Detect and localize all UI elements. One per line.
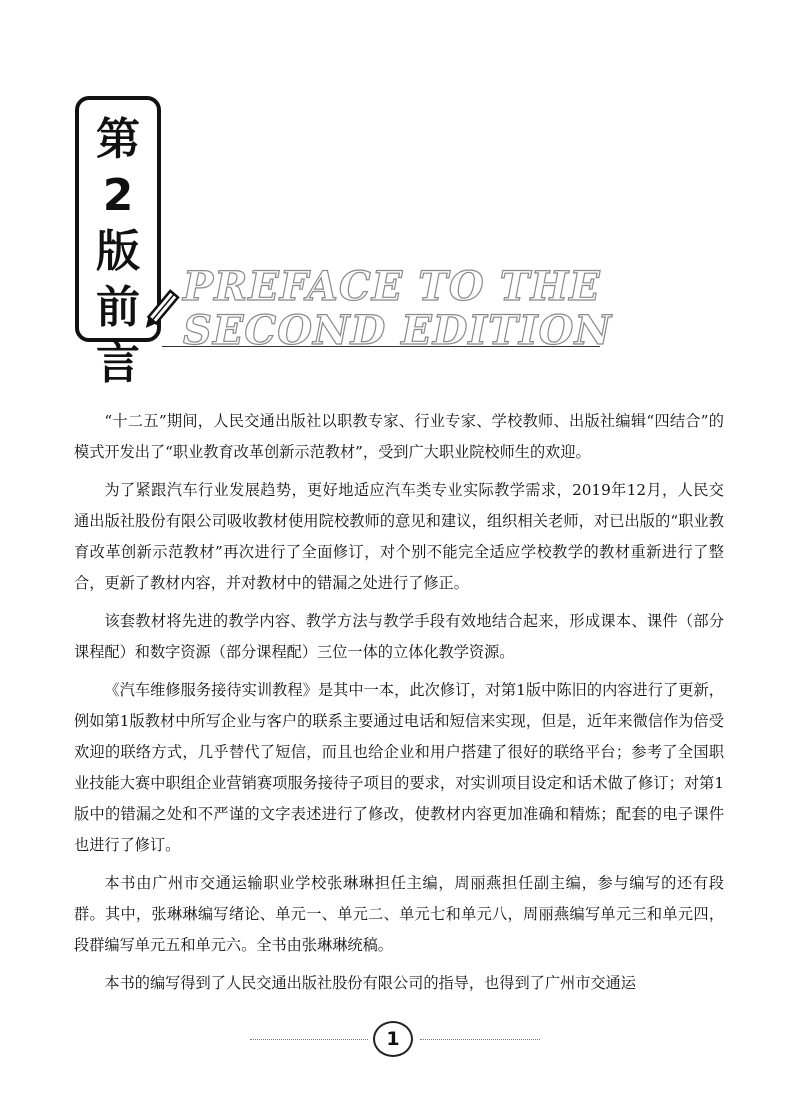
footer-rule-right (420, 1039, 540, 1040)
title-char: 言 (96, 338, 140, 389)
english-heading-line1: PREFACE TO THE (183, 263, 601, 310)
paragraph: 该套教材将先进的教学内容、教学方法与教学手段有效地结合起来，形成课本、课件（部分课程配）和数字资源（部分课程配）三位一体的立体化教学资源。 (74, 612, 724, 661)
page-number: 1 (373, 1021, 413, 1057)
title-char: 2 (102, 170, 134, 221)
heading-underline (162, 346, 600, 347)
page-footer (0, 1018, 790, 1058)
paragraph: “十二五”期间，人民交通出版社以职教专家、行业专家、学校教师、出版社编辑“四结合”的模式开发出了“职业教育改革创新示范教材”，受到广大职业院校师生的欢迎。 (74, 412, 724, 461)
paragraph: 本书由广州市交通运输职业学校张琳琳担任主编，周丽燕担任副主编，参与编写的还有段群。其中，张琳琳编写绪论、单元一、单元二、单元七和单元八，周丽燕编写单元三和单元四，段群编写单元五和单元六。全书由张琳琳统稿。 (74, 874, 724, 954)
pencil-icon (140, 287, 180, 335)
footer-rule-left (250, 1039, 368, 1040)
paragraph: 为了紧跟汽车行业发展趋势，更好地适应汽车类专业实际教学需求，2019年12月，人民交通出版社股份有限公司吸收教材使用院校教师的意见和建议，组织相关老师，对已出版的“职业教育改革创新示范教材”再次进行了全面修订，对个别不能完全适应学校教学的教材重新进行了整合，更新了教材内容，并对教材中的错漏之处进行了修正。 (74, 481, 724, 592)
english-heading (183, 265, 612, 353)
english-heading-line2: SECOND EDITION (183, 307, 612, 354)
title-char: 前 (96, 282, 140, 333)
title-char: 第 (96, 114, 140, 165)
preface-body (74, 406, 724, 1006)
paragraph: 本书的编写得到了人民交通出版社股份有限公司的指导，也得到了广州市交通运 (104, 974, 636, 992)
title-char: 版 (96, 226, 140, 277)
paragraph: 《汽车维修服务接待实训教程》是其中一本，此次修订，对第1版中陈旧的内容进行了更新，例如第1版教材中所写企业与客户的联系主要通过电话和短信来实现，但是，近年来微信作为倍受欢迎的联络方式，几乎替代了短信，而且也给企业和用户搭建了很好的联络平台；参考了全国职业技能大赛中职组企业营销赛项服务接待子项目的要求，对实训项目设定和话术做了修订；对第1版中的错漏之处和不严谨的文字表述进行了修改，使教材内容更加准确和精炼；配套的电子课件也进行了修订。 (74, 681, 724, 854)
